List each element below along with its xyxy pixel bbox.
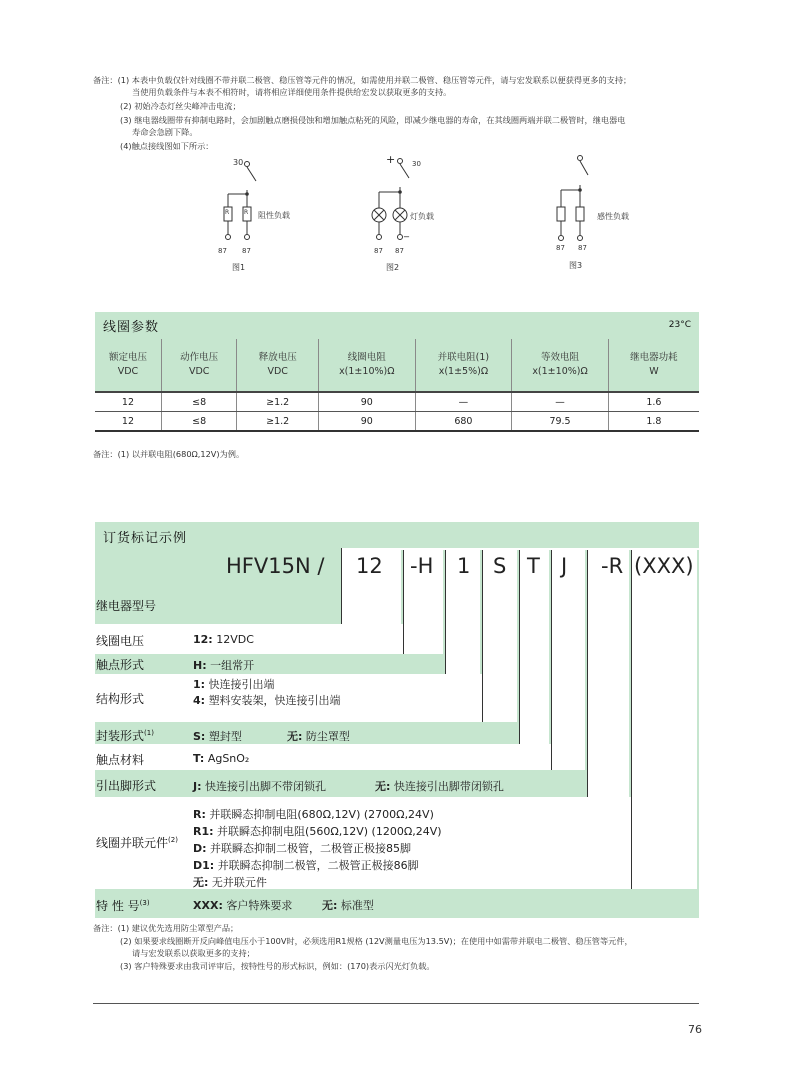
coil-note: 备注：(1) 以并联电阻(680Ω,12V)为例。 — [93, 449, 245, 459]
text-pin-form-alt: 无: 快连接引出脚带闭锁孔 — [375, 780, 504, 793]
code-contact-form: -H — [410, 554, 434, 578]
coil-temperature: 23°C — [668, 320, 691, 330]
ordering-section-title: 订货标记示例 — [103, 531, 188, 546]
fig3-load-label: 感性负载 — [597, 212, 629, 221]
fig3-pin-87b: 87 — [578, 244, 587, 252]
label-contact-form: 触点形式 — [96, 658, 145, 672]
text-parallel-r1: R1: 并联瞬态抑制电阻(560Ω,12V) (1200Ω,24V) — [193, 825, 442, 838]
note-line-4: (3) 继电器线圈带有抑制电路时，会加剧触点磨损侵蚀和增加触点粘死的风险，即减少继电器的寿命，在其线圈两端并联二极管时，继电器电 — [120, 115, 626, 125]
header-release-voltage: 释放电压 VDC — [237, 339, 319, 392]
fig1-pin-30: 30 — [233, 158, 244, 167]
label-pin-form: 引出脚形式 — [96, 779, 157, 793]
table-cell: 12 — [95, 412, 161, 432]
table-cell: 90 — [318, 392, 415, 412]
text-parallel-d: D: 并联瞬态抑制二极管，二极管正极接85脚 — [193, 842, 412, 855]
table-cell: ≥1.2 — [237, 392, 319, 412]
code-material: T — [527, 554, 540, 578]
fig2-pin-30: 30 — [412, 160, 421, 168]
header-rated-voltage: 额定电压 VDC — [95, 339, 161, 392]
table-row — [95, 412, 699, 432]
fig1-r-label-1: R — [225, 209, 230, 216]
note-line-5: 寿命会急剧下降。 — [132, 127, 198, 137]
header-coil-resistance: 线圈电阻 x(1±10%)Ω — [318, 339, 415, 392]
code-structure: 1 — [457, 554, 471, 578]
label-package: 封装形式$^{(1)}$ — [96, 729, 154, 743]
fig3-pin-87a: 87 — [556, 244, 565, 252]
header-pickup-voltage: 动作电压 VDC — [161, 339, 237, 392]
label-model: 继电器型号 — [96, 599, 157, 613]
fig2-minus: _ — [404, 227, 409, 238]
resistive-load-diagram — [200, 150, 310, 275]
fig2-pin-87a: 87 — [374, 247, 383, 255]
code-package: S — [493, 554, 507, 578]
note-line-1: 备注：(1) 本表中负载仅针对线圈不带并联二极管、稳压管等元件的情况，如需使用并联二极管、稳压管等元件，请与宏发联系以便获得更多的支持； — [93, 75, 632, 85]
text-special: XXX: 客户特殊要求 — [193, 899, 293, 912]
table-cell: ≤8 — [161, 412, 237, 432]
table-cell: ≥1.2 — [237, 412, 319, 432]
text-parallel-none: 无: 无并联元件 — [193, 876, 267, 889]
ordering-note-4: (3) 客户特殊要求由我司评审后，按特性号的形式标识，例如：(170)表示闪光灯负载。 — [120, 961, 435, 971]
fig1-pin-87b: 87 — [242, 247, 251, 255]
text-structure-4: 4: 塑料安装架，快连接引出端 — [193, 694, 341, 707]
fig1-load-label: 阻性负载 — [258, 211, 290, 220]
header-parallel-resistance: 并联电阻(1) x(1±5%)Ω — [415, 339, 512, 392]
ordering-note-2: (2) 如果要求线圈断开反向峰值电压小于100V时，必须选用R1规格 (12V测量电压为13.5V)；在使用中如需带并联电二极管、稳压管等元件， — [120, 936, 633, 946]
text-parallel-r: R: 并联瞬态抑制电阻(680Ω,12V) (2700Ω,24V) — [193, 808, 434, 821]
header-equivalent-resistance: 等效电阻 x(1±10%)Ω — [512, 339, 609, 392]
code-parallel: -R — [601, 554, 624, 578]
fig1-caption: 图1 — [232, 263, 246, 272]
code-series: HFV15N / — [226, 554, 325, 578]
text-contact-form: H: 一组常开 — [193, 659, 255, 672]
text-coil-voltage: 12: 12VDC — [193, 633, 254, 646]
label-special: 特 性 号$^{(3)}$ — [96, 899, 150, 913]
table-row — [95, 392, 699, 412]
fig2-plus: + — [386, 153, 396, 166]
ordering-note-3: 请与宏发联系以获取更多的支持； — [132, 948, 255, 958]
label-material: 触点材料 — [96, 753, 145, 767]
table-cell: — — [512, 392, 609, 412]
table-cell: 90 — [318, 412, 415, 432]
table-cell: — — [415, 392, 512, 412]
code-special: (XXX) — [634, 554, 694, 578]
coil-table-header-row — [95, 339, 699, 392]
text-structure-1: 1: 快连接引出端 — [193, 678, 275, 691]
page-number: 76 — [688, 1023, 702, 1036]
text-package: S: 塑封型 — [193, 730, 242, 743]
fig3-caption: 图3 — [569, 261, 583, 270]
note-line-6: (4)触点接线图如下所示： — [120, 141, 214, 151]
ordering-section-header — [95, 522, 699, 548]
code-pin-form: J — [561, 554, 568, 578]
coil-parameters-table — [95, 339, 699, 432]
text-parallel-d1: D1: 并联瞬态抑制二极管，二极管正极接86脚 — [193, 859, 419, 872]
fig2-load-label: 灯负载 — [410, 212, 434, 221]
table-cell: ≤8 — [161, 392, 237, 412]
code-coil-voltage: 12 — [356, 554, 383, 578]
label-parallel: 线圈并联元件$^{(2)}$ — [96, 836, 178, 850]
table-cell: 1.8 — [608, 412, 699, 432]
footer-divider — [93, 1003, 699, 1004]
label-structure: 结构形式 — [96, 692, 145, 706]
table-cell: 680 — [415, 412, 512, 432]
text-special-alt: 无: 标准型 — [322, 899, 374, 912]
text-package-alt: 无: 防尘罩型 — [287, 730, 350, 743]
fig1-pin-87a: 87 — [218, 247, 227, 255]
ordering-note-1: 备注：(1) 建议优先选用防尘罩型产品； — [93, 923, 239, 933]
table-cell: 12 — [95, 392, 161, 412]
fig2-caption: 图2 — [386, 263, 400, 272]
table-cell: 1.6 — [608, 392, 699, 412]
table-cell: 79.5 — [512, 412, 609, 432]
coil-section-header — [95, 312, 699, 339]
note-line-3: (2) 初始冷态灯丝尖峰冲击电流； — [120, 101, 241, 111]
text-material: T: AgSnO₂ — [193, 752, 250, 765]
text-pin-form: J: 快连接引出脚不带闭锁孔 — [193, 780, 326, 793]
note-line-2: 当使用负载条件与本表不相符时，请将相应详细使用条件提供给宏发以获取更多的支持。 — [132, 87, 452, 97]
coil-section-title: 线圈参数 — [103, 320, 160, 335]
fig1-r-label-2: R — [244, 209, 249, 216]
header-power-consumption: 继电器功耗 W — [608, 339, 699, 392]
fig2-pin-87b: 87 — [395, 247, 404, 255]
label-coil-voltage: 线圈电压 — [96, 634, 145, 648]
